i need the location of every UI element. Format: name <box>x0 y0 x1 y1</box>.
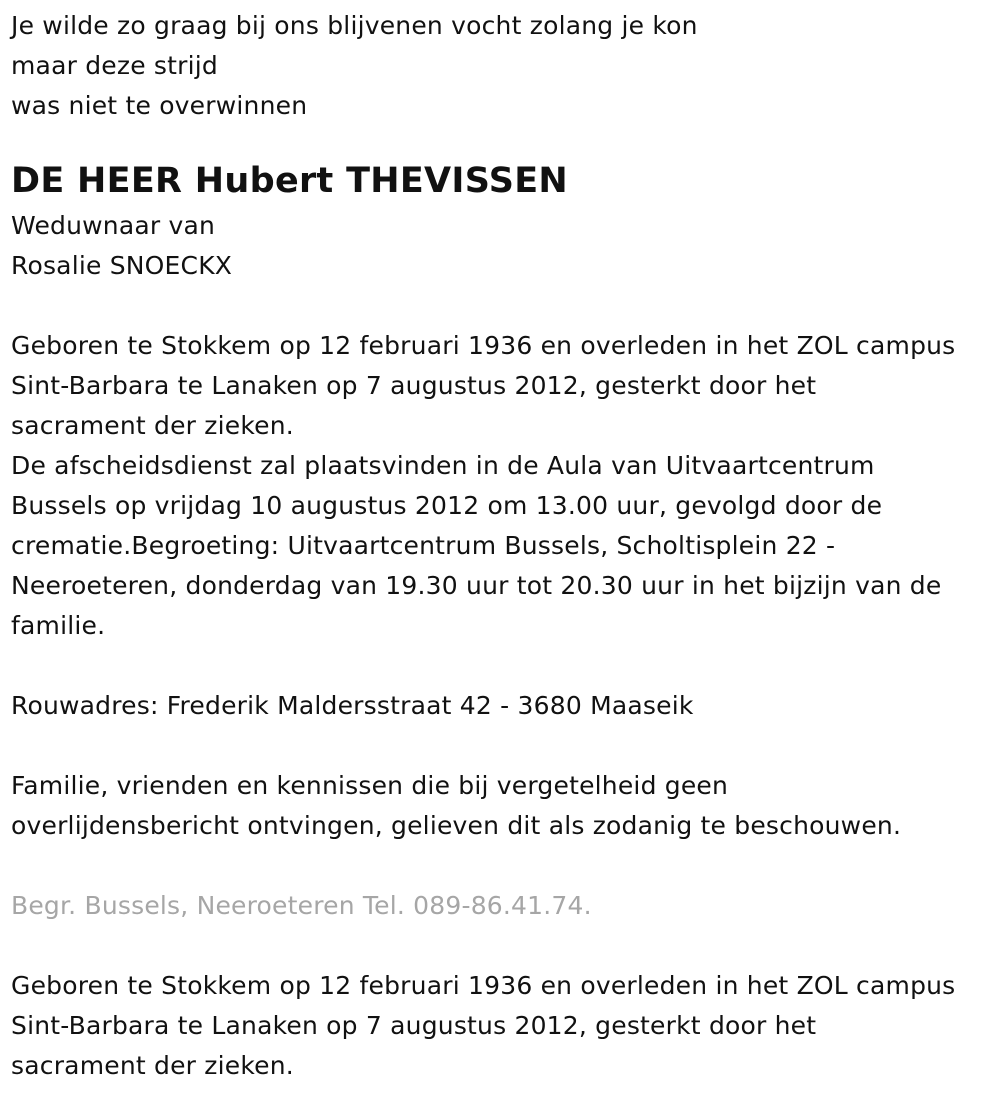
announcement-line: crematie.Begroeting: Uitvaartcentrum Bussels, Scholtisplein 22 - <box>11 531 836 560</box>
announcement-line: familie. <box>11 611 106 640</box>
relation-line: Weduwnaar van <box>11 211 216 240</box>
spacer <box>11 286 996 326</box>
notice-line: overlijdensbericht ontvingen, gelieven dit als zodanig te beschouwen. <box>11 811 902 840</box>
poem-line: Je wilde zo graag bij ons blijvenen vocht zolang je kon <box>11 11 698 40</box>
relation <box>11 206 996 286</box>
announcement-line: Sint-Barbara te Lanaken op 7 augustus 2012, gesterkt door het <box>11 371 817 400</box>
announcement <box>11 326 996 646</box>
repeat-announcement <box>11 966 996 1086</box>
relation-line: Rosalie SNOECKX <box>11 251 233 280</box>
repeat-line: sacrament der zieken. <box>11 1051 294 1080</box>
announcement-line: Neeroeteren, donderdag van 19.30 uur tot 20.30 uur in het bijzijn van de <box>11 571 942 600</box>
announcement-line: sacrament der zieken. <box>11 411 294 440</box>
announcement-line: Bussels op vrijdag 10 augustus 2012 om 13.00 uur, gevolgd door de <box>11 491 883 520</box>
undertaker-contact: Begr. Bussels, Neeroeteren Tel. 089-86.41.74. <box>11 891 592 920</box>
repeat-line: Sint-Barbara te Lanaken op 7 augustus 2012, gesterkt door het <box>11 1011 817 1040</box>
obituary-page <box>11 6 996 1086</box>
deceased-name: DE HEER Hubert THEVISSEN <box>11 161 568 201</box>
notice-line: Familie, vrienden en kennissen die bij vergetelheid geen <box>11 771 729 800</box>
poem-line: maar deze strijd <box>11 51 218 80</box>
spacer <box>11 726 996 766</box>
poem <box>11 6 996 126</box>
repeat-line: Geboren te Stokkem op 12 februari 1936 en overleden in het ZOL campus <box>11 971 956 1000</box>
spacer <box>11 646 996 686</box>
announcement-line: Geboren te Stokkem op 12 februari 1936 en overleden in het ZOL campus <box>11 331 956 360</box>
announcement-line: De afscheidsdienst zal plaatsvinden in de Aula van Uitvaartcentrum <box>11 451 875 480</box>
mourning-address: Rouwadres: Frederik Maldersstraat 42 - 3680 Maaseik <box>11 691 694 720</box>
poem-line: was niet te overwinnen <box>11 91 308 120</box>
notice <box>11 766 996 846</box>
spacer <box>11 926 996 966</box>
spacer <box>11 846 996 886</box>
